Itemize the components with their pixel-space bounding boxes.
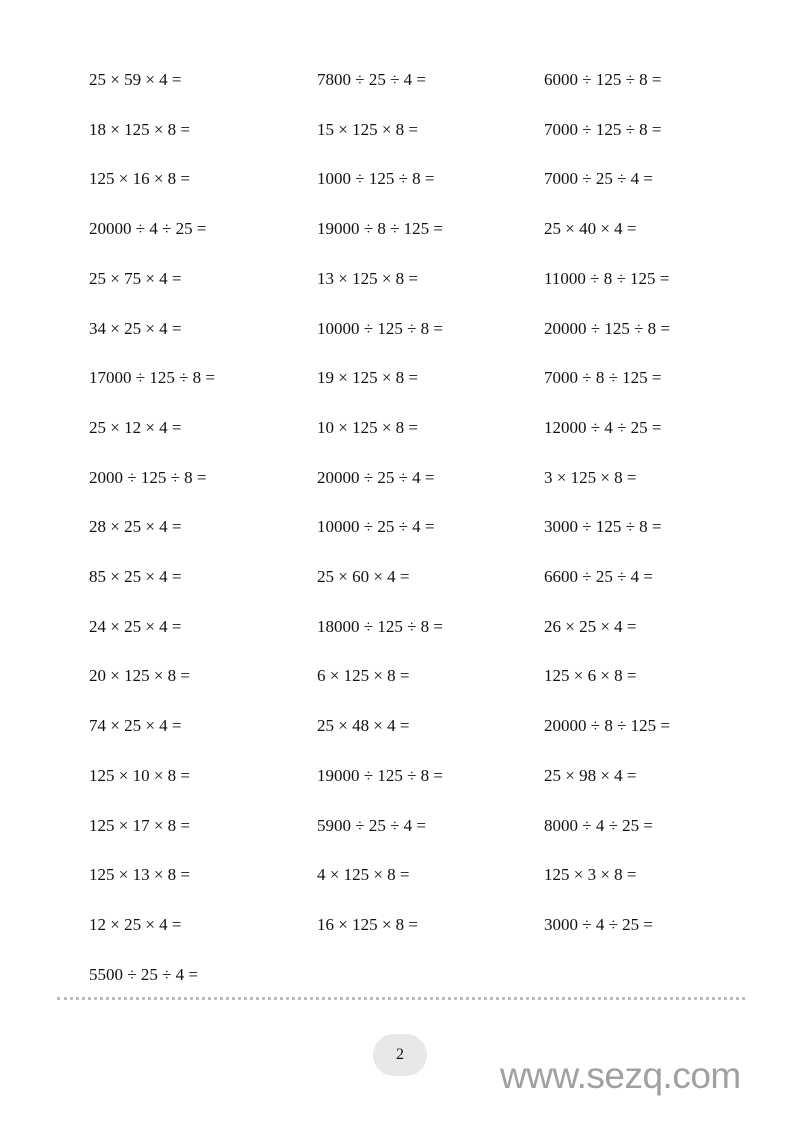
math-problem: 6000 ÷ 125 ÷ 8 = xyxy=(544,70,662,89)
math-problem: 19000 ÷ 125 ÷ 8 = xyxy=(317,765,443,785)
math-problem: 3 × 125 × 8 = xyxy=(544,467,637,487)
math-problem: 125 × 10 × 8 = xyxy=(89,765,191,785)
math-problem: 85 × 25 × 4 = xyxy=(89,567,182,586)
math-problem: 18 × 125 × 8 = xyxy=(89,119,191,139)
math-problem: 6600 ÷ 25 ÷ 4 = xyxy=(544,567,653,586)
math-problem: 20000 ÷ 8 ÷ 125 = xyxy=(544,716,670,736)
math-problem: 26 × 25 × 4 = xyxy=(544,616,637,636)
math-problem: 125 × 3 × 8 = xyxy=(544,865,637,885)
math-problem: 28 × 25 × 4 = xyxy=(89,517,182,537)
math-problem: 7000 ÷ 125 ÷ 8 = xyxy=(544,119,662,139)
math-problem: 25 × 98 × 4 = xyxy=(544,765,637,785)
math-problem: 125 × 17 × 8 = xyxy=(89,815,191,835)
math-problem: 8000 ÷ 4 ÷ 25 = xyxy=(544,815,653,835)
math-problem: 25 × 12 × 4 = xyxy=(89,417,182,437)
math-problem: 25 × 60 × 4 = xyxy=(317,567,410,586)
math-problem: 11000 ÷ 8 ÷ 125 = xyxy=(544,268,670,288)
math-problem: 3000 ÷ 4 ÷ 25 = xyxy=(544,914,653,934)
math-problem: 7000 ÷ 8 ÷ 125 = xyxy=(544,368,662,388)
math-problem: 10000 ÷ 125 ÷ 8 = xyxy=(317,318,443,338)
math-problem: 2000 ÷ 125 ÷ 8 = xyxy=(89,467,207,487)
math-problem: 125 × 6 × 8 = xyxy=(544,666,637,686)
math-problem: 24 × 25 × 4 = xyxy=(89,616,182,636)
page-number-badge: 2 xyxy=(373,1034,427,1076)
math-problem: 20000 ÷ 125 ÷ 8 = xyxy=(544,318,670,338)
math-problem: 25 × 48 × 4 = xyxy=(317,716,410,736)
math-problem: 6 × 125 × 8 = xyxy=(317,666,410,686)
math-problem: 25 × 59 × 4 = xyxy=(89,70,182,89)
math-problem: 19 × 125 × 8 = xyxy=(317,368,419,388)
dotted-divider xyxy=(57,997,745,1000)
math-problem: 17000 ÷ 125 ÷ 8 = xyxy=(89,368,215,388)
math-problem: 20 × 125 × 8 = xyxy=(89,666,191,686)
math-problem: 12000 ÷ 4 ÷ 25 = xyxy=(544,417,662,437)
math-problem: 20000 ÷ 4 ÷ 25 = xyxy=(89,219,207,239)
math-problem: 10000 ÷ 25 ÷ 4 = xyxy=(317,517,435,537)
math-problem: 125 × 13 × 8 = xyxy=(89,865,191,885)
math-problem: 7000 ÷ 25 ÷ 4 = xyxy=(544,169,653,189)
math-problem: 4 × 125 × 8 = xyxy=(317,865,410,885)
math-problem: 25 × 40 × 4 = xyxy=(544,219,637,239)
math-problem: 3000 ÷ 125 ÷ 8 = xyxy=(544,517,662,537)
math-problem: 10 × 125 × 8 = xyxy=(317,417,419,437)
math-problem: 34 × 25 × 4 = xyxy=(89,318,182,338)
math-problem: 125 × 16 × 8 = xyxy=(89,169,191,189)
watermark: www.sezq.com xyxy=(500,1055,741,1096)
math-problem: 19000 ÷ 8 ÷ 125 = xyxy=(317,219,443,239)
math-problem: 20000 ÷ 25 ÷ 4 = xyxy=(317,467,435,487)
math-problem: 5500 ÷ 25 ÷ 4 = xyxy=(89,964,198,984)
math-problem: 74 × 25 × 4 = xyxy=(89,716,182,736)
math-problem: 15 × 125 × 8 = xyxy=(317,119,419,139)
math-problem: 1000 ÷ 125 ÷ 8 = xyxy=(317,169,435,189)
math-problem: 16 × 125 × 8 = xyxy=(317,914,419,934)
math-problem: 12 × 25 × 4 = xyxy=(89,914,182,934)
math-problem: 7800 ÷ 25 ÷ 4 = xyxy=(317,70,426,89)
math-problem: 18000 ÷ 125 ÷ 8 = xyxy=(317,616,443,636)
math-problem: 13 × 125 × 8 = xyxy=(317,268,419,288)
math-problem: 5900 ÷ 25 ÷ 4 = xyxy=(317,815,426,835)
math-problem: 25 × 75 × 4 = xyxy=(89,268,182,288)
